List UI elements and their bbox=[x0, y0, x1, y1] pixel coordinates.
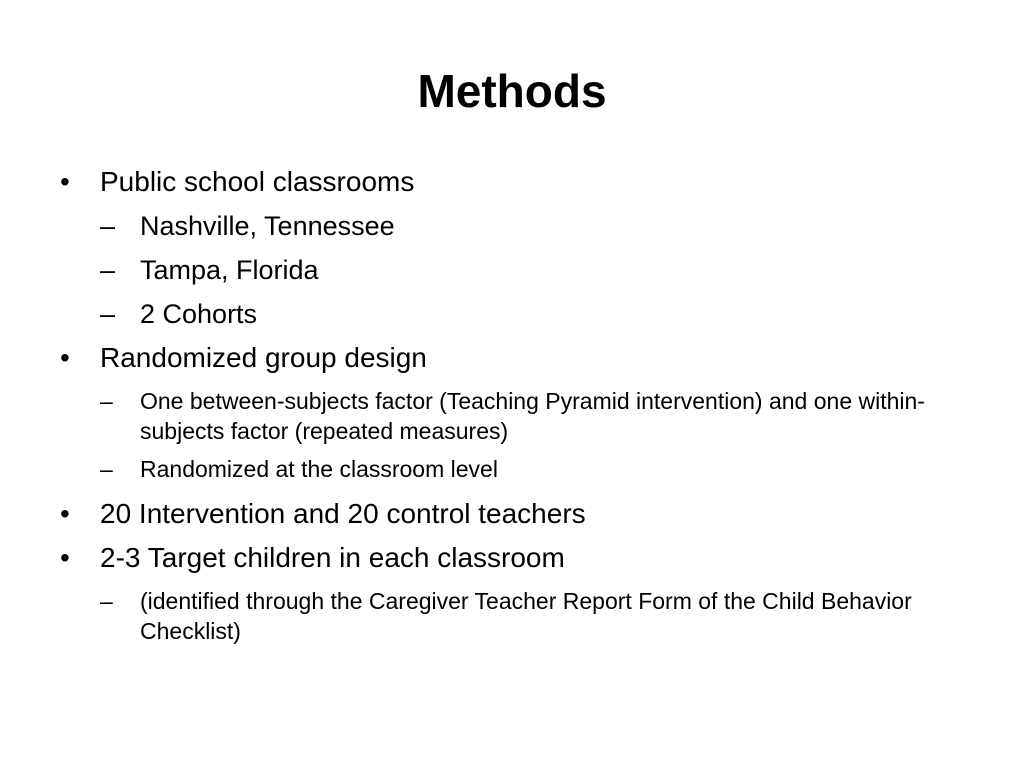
sub-bullet-text: Tampa, Florida bbox=[140, 255, 319, 285]
bullet-icon: • bbox=[60, 166, 70, 197]
sub-bullet-item bbox=[60, 204, 960, 248]
slide-title: Methods bbox=[417, 65, 607, 117]
dash-icon: – bbox=[100, 388, 113, 414]
sub-bullet-text: (identified through the Caregiver Teacher Report Form of the Child Behavior Checklist) bbox=[140, 588, 912, 644]
sub-bullet-text: 2 Cohorts bbox=[140, 299, 258, 329]
bullet-item bbox=[60, 336, 960, 380]
sub-bullet-item bbox=[60, 586, 960, 646]
sub-bullet-item bbox=[60, 248, 960, 292]
bullet-icon: • bbox=[60, 542, 70, 573]
sub-bullet-text: Randomized at the classroom level bbox=[140, 456, 498, 482]
bullet-text: 2-3 Target children in each classroom bbox=[100, 542, 565, 573]
dash-icon: – bbox=[100, 456, 113, 482]
sub-bullet-text: One between-subjects factor (Teaching Pyramid intervention) and one within-subjects factor (repeated measures) bbox=[140, 388, 925, 444]
bullet-list bbox=[60, 160, 960, 654]
dash-icon: – bbox=[100, 299, 116, 329]
bullet-icon: • bbox=[60, 342, 70, 373]
sub-bullet-item bbox=[60, 454, 960, 484]
dash-icon: – bbox=[100, 211, 116, 241]
bullet-icon: • bbox=[60, 498, 70, 529]
bullet-item bbox=[60, 536, 960, 580]
sub-bullet-text: Nashville, Tennessee bbox=[140, 211, 395, 241]
bullet-text: Public school classrooms bbox=[100, 166, 415, 197]
bullet-text: 20 Intervention and 20 control teachers bbox=[100, 498, 586, 529]
sub-bullet-item bbox=[60, 386, 960, 446]
dash-icon: – bbox=[100, 255, 116, 285]
dash-icon: – bbox=[100, 588, 113, 614]
sub-bullet-item bbox=[60, 292, 960, 336]
bullet-text: Randomized group design bbox=[100, 342, 427, 373]
bullet-item bbox=[60, 160, 960, 204]
bullet-item bbox=[60, 492, 960, 536]
